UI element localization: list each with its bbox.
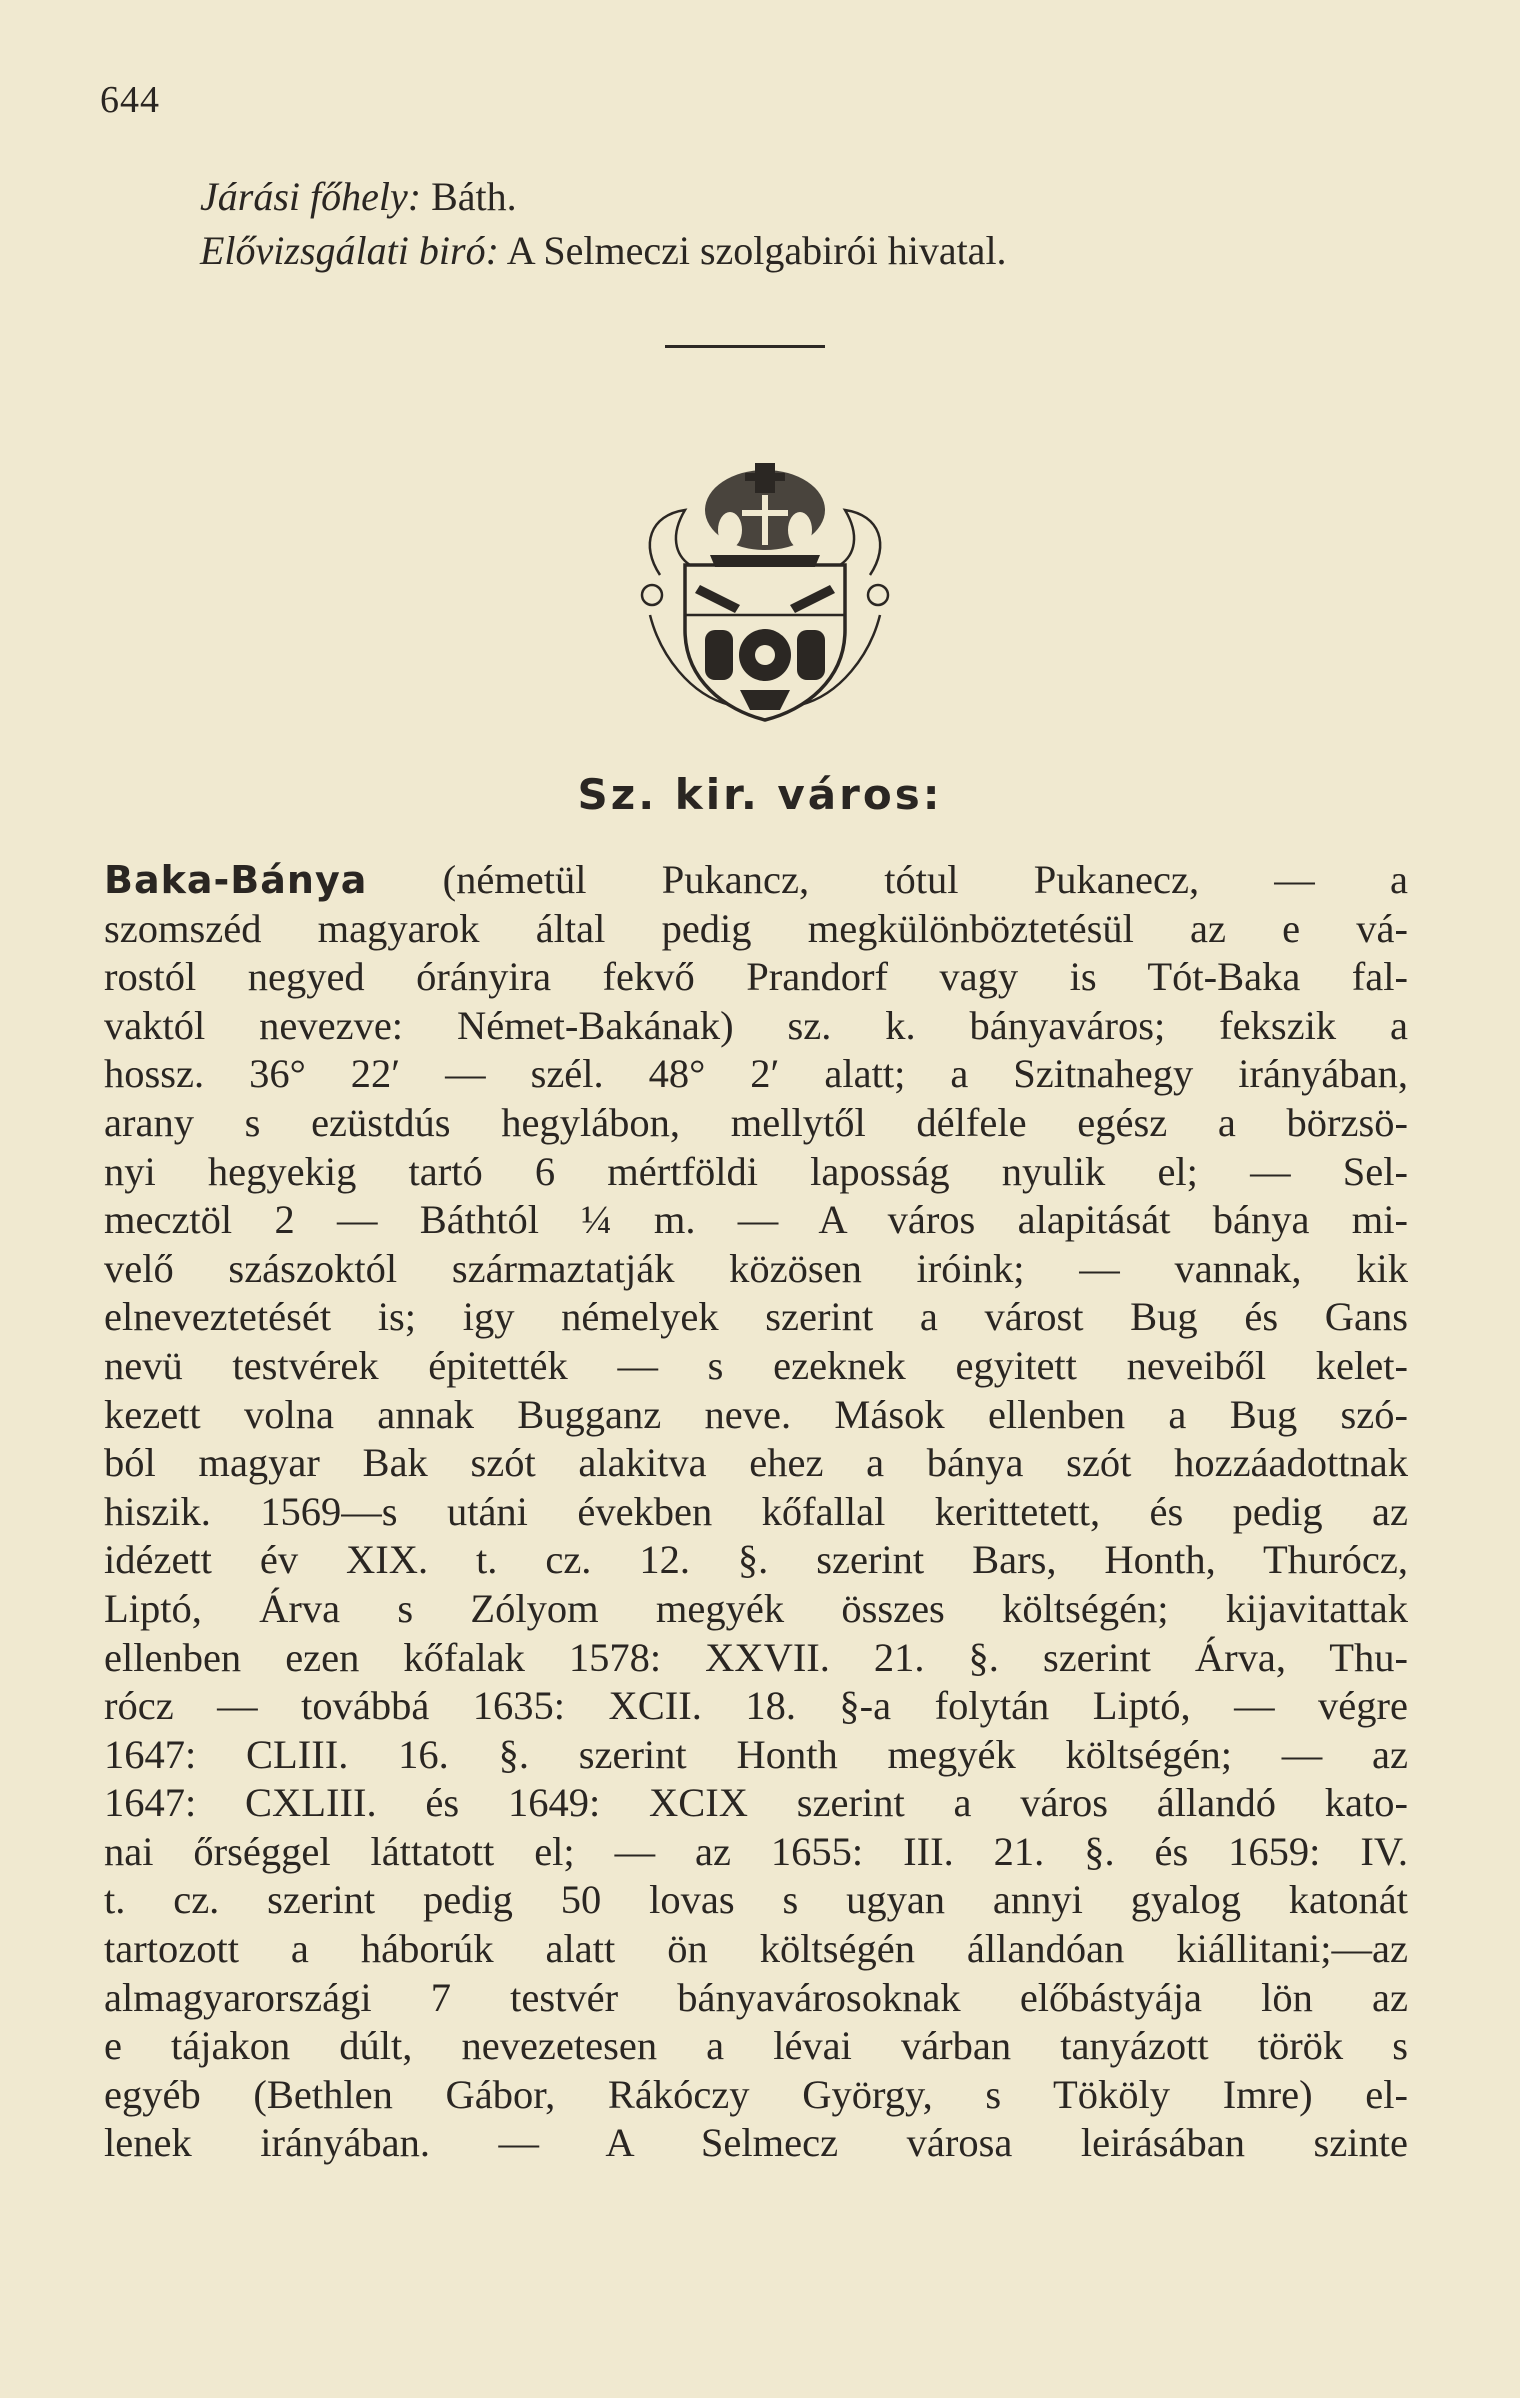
text-line: Liptó, Árva s Zólyom megyék összes költségén; kijavitattak <box>104 1585 1408 1631</box>
text-line: t. cz. szerint pedig 50 lovas s ugyan annyi gyalog katonát <box>104 1877 1408 1923</box>
text-line: vaktól nevezve: Német-Bakának) sz. k. bányaváros; fekszik a <box>104 1002 1408 1048</box>
text-line: nevü testvérek épitették — s ezeknek egyitett neveiből kelet- <box>104 1342 1408 1388</box>
text-line: hiszik. 1569—s utáni években kőfallal kerittetett, és pedig az <box>104 1488 1408 1534</box>
text-line: 1647: CXLIII. és 1649: XCIX szerint a város állandó kato- <box>104 1780 1408 1826</box>
text-line: tartozott a háborúk alatt ön költségén állandóan kiállitani;—az <box>104 1926 1408 1972</box>
text-line: ból magyar Bak szót alakitva ehez a bánya szót hozzáadottnak <box>104 1440 1408 1486</box>
text-line: e tájakon dúlt, nevezetesen a lévai várban tanyázott török s <box>104 2023 1408 2069</box>
section-heading: Sz. kir. város: <box>577 770 943 819</box>
text-line: mecztöl 2 — Báthtól ¼ m. — A város alapitását bánya mi- <box>104 1197 1408 1243</box>
coat-of-arms-emblem <box>630 455 900 725</box>
entry-title: Baka-Bánya <box>104 858 368 902</box>
judge-line <box>200 224 1007 278</box>
text-line: szomszéd magyarok által pedig megkülönböztetésül az e vá- <box>104 905 1408 951</box>
text-line: almagyarországi 7 testvér bányavárosoknak előbástyája lön az <box>104 1974 1408 2020</box>
text-line: rócz — továbbá 1635: XCII. 18. §-a folytán Liptó, — végre <box>104 1683 1408 1729</box>
text-line: Baka-Bánya (németül Pukancz, tótul Pukanecz, — a <box>104 857 1408 902</box>
text-line: arany s ezüstdús hegylábon, mellytől délfele egész a börzsö- <box>104 1099 1408 1145</box>
page-number: 644 <box>100 79 160 121</box>
district-info <box>200 170 1007 278</box>
judge-value: A Selmeczi szolgabirói hivatal. <box>506 228 1007 273</box>
text-line: ellenben ezen kőfalak 1578: XXVII. 21. §. szerint Árva, Thu- <box>104 1634 1408 1680</box>
text-line: nai őrséggel láttatott el; — az 1655: III. 21. §. és 1659: IV. <box>104 1828 1408 1874</box>
text-line: 1647: CLIII. 16. §. szerint Honth megyék költségén; — az <box>104 1731 1408 1777</box>
district-seat-line <box>200 170 1007 224</box>
text-line: velő szászoktól származtatják közösen iróink; — vannak, kik <box>104 1245 1408 1291</box>
text-line: nyi hegyekig tartó 6 mértföldi laposság nyulik el; — Sel- <box>104 1148 1408 1194</box>
section-divider <box>665 345 825 348</box>
text-line: elneveztetését is; igy némelyek szerint a várost Bug és Gans <box>104 1294 1408 1340</box>
text-line: rostól negyed órányira fekvő Prandorf vagy is Tót-Baka fal- <box>104 954 1408 1000</box>
text-line: hossz. 36° 22′ — szél. 48° 2′ alatt; a Szitnahegy irányában, <box>104 1051 1408 1097</box>
district-seat-value: Báth. <box>431 174 517 219</box>
judge-label: Elővizsgálati biró: <box>200 228 499 273</box>
text-line: kezett volna annak Bugganz neve. Mások ellenben a Bug szó- <box>104 1391 1408 1437</box>
text-line: egyéb (Bethlen Gábor, Rákóczy György, s Tököly Imre) el- <box>104 2071 1408 2117</box>
text-line: idézett év XIX. t. cz. 12. §. szerint Bars, Honth, Thurócz, <box>104 1537 1408 1583</box>
district-seat-label: Járási főhely: <box>200 174 422 219</box>
text-line: lenek irányában. — A Selmecz városa leirásában szinte <box>104 2120 1408 2166</box>
article-body <box>104 856 1408 2168</box>
